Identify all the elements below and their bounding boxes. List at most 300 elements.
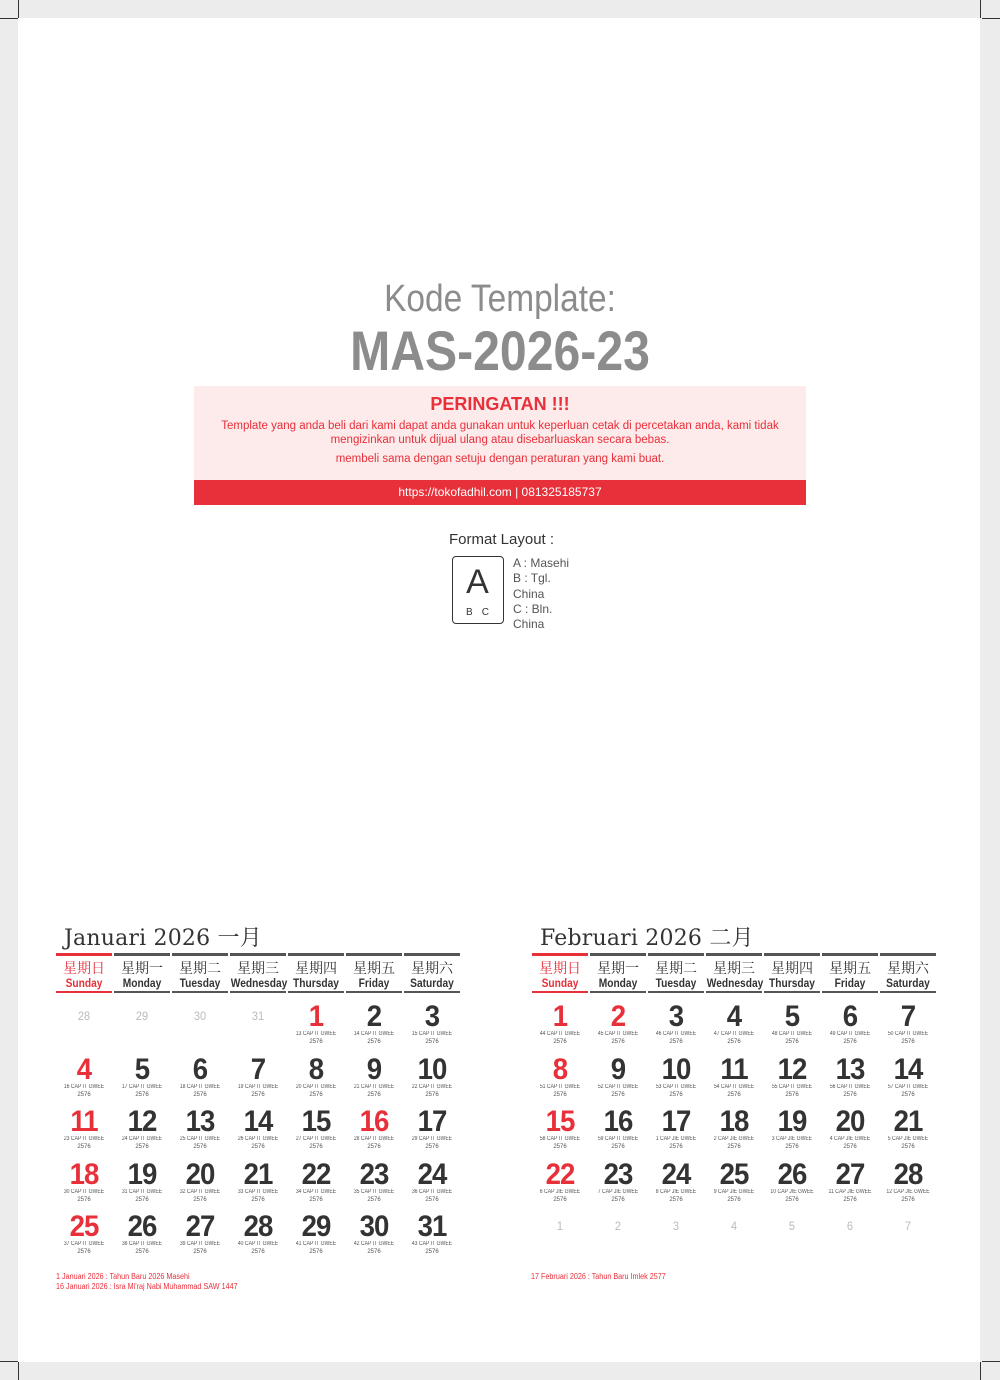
- day-number: 7: [904, 1219, 912, 1233]
- calendar-day: [763, 1053, 821, 1105]
- day-number: 15: [301, 1105, 331, 1138]
- calendar-day: [531, 1158, 589, 1210]
- day-number: 25: [69, 1210, 99, 1243]
- lunar-date: 31 CAP IT GWEE: [121, 1189, 163, 1195]
- calendar-day: [589, 1053, 647, 1105]
- format-legend-item: C : Bln.: [513, 601, 553, 616]
- warning-agreement: membeli sama dengan setuju dengan peraturan yang kami buat.: [335, 453, 665, 465]
- lunar-date: 49 CAP IT GWEE: [829, 1031, 871, 1037]
- day-number: 2: [610, 1000, 626, 1033]
- calendar-day: [821, 1158, 879, 1210]
- header-rule: [346, 991, 402, 993]
- day-number: 28: [77, 1009, 91, 1023]
- day-number: 8: [308, 1053, 324, 1086]
- month-februari: [532, 918, 944, 1298]
- lunar-year: 2576: [843, 1144, 857, 1150]
- day-number: 25: [719, 1158, 749, 1191]
- lunar-date: 22 CAP IT GWEE: [411, 1084, 453, 1090]
- lunar-year: 2576: [251, 1092, 265, 1098]
- format-layout-legend: [513, 556, 583, 632]
- day-number: 4: [726, 1000, 742, 1033]
- lunar-date: 25 CAP IT GWEE: [179, 1136, 221, 1142]
- header-rule: [114, 953, 170, 956]
- lunar-date: 8 CAP JIE GWEE: [655, 1189, 697, 1195]
- day-number: 3: [668, 1000, 684, 1033]
- lunar-year: 2576: [77, 1249, 91, 1255]
- calendar-day: [113, 1105, 171, 1157]
- lunar-date: 52 CAP IT GWEE: [597, 1084, 639, 1090]
- day-number: 16: [359, 1105, 389, 1138]
- lunar-date: 41 CAP IT GWEE: [295, 1241, 337, 1247]
- adjacent-month-day: [113, 1000, 171, 1052]
- weekday-header: [822, 953, 878, 993]
- weekday-cn: 星期四: [295, 961, 337, 977]
- lunar-year: 2576: [193, 1249, 207, 1255]
- lunar-date: 10 CAP JIE GWEE: [770, 1189, 814, 1195]
- lunar-year: 2576: [669, 1144, 683, 1150]
- header-rule: [288, 991, 344, 993]
- lunar-year: 2576: [553, 1092, 567, 1098]
- calendar-day: [531, 1053, 589, 1105]
- format-layout-sub: BC: [466, 607, 498, 618]
- lunar-year: 2576: [843, 1092, 857, 1098]
- header-rule: [230, 953, 286, 956]
- lunar-year: 2576: [135, 1197, 149, 1203]
- calendar-day: [171, 1105, 229, 1157]
- header-rule: [706, 991, 762, 993]
- lunar-date: 57 CAP IT GWEE: [887, 1084, 929, 1090]
- day-number: 10: [417, 1053, 447, 1086]
- day-number: 19: [777, 1105, 807, 1138]
- lunar-year: 2576: [77, 1092, 91, 1098]
- lunar-date: 56 CAP IT GWEE: [829, 1084, 871, 1090]
- adjacent-month-day: [171, 1000, 229, 1052]
- lunar-year: 2576: [367, 1197, 381, 1203]
- calendar-day: [55, 1158, 113, 1210]
- calendar-day: [287, 1105, 345, 1157]
- weekday-en: Thursday: [769, 976, 815, 990]
- month-name-cn: 二月: [709, 926, 754, 951]
- lunar-date: 35 CAP IT GWEE: [353, 1189, 395, 1195]
- calendar-day: [531, 1105, 589, 1157]
- weekday-en: Friday: [358, 976, 390, 990]
- format-legend-item: B : Tgl.: [513, 571, 551, 586]
- calendar-day: [589, 1105, 647, 1157]
- day-number: 15: [545, 1105, 575, 1138]
- lunar-date: 38 CAP IT GWEE: [121, 1241, 163, 1247]
- calendar-day: [55, 1105, 113, 1157]
- calendar-day: [589, 1000, 647, 1052]
- day-number: 21: [243, 1158, 273, 1191]
- warning-text: Template yang anda beli dari kami dapat anda gunakan untuk keperluan cetak di percetakan anda, kami tidak mengizinkan untuk dijual ulang atau disebarluaskan secara bebas.: [221, 420, 779, 446]
- day-number: 22: [301, 1158, 331, 1191]
- calendar-day: [763, 1000, 821, 1052]
- lunar-date: 29 CAP IT GWEE: [411, 1136, 453, 1142]
- calendar-day: [171, 1210, 229, 1262]
- day-number: 8: [552, 1053, 568, 1086]
- weekday-en: Saturday: [410, 976, 454, 990]
- weekday-cn: 星期六: [411, 961, 453, 977]
- lunar-year: 2576: [367, 1039, 381, 1045]
- day-number: 13: [185, 1105, 215, 1138]
- calendar-day: [345, 1158, 403, 1210]
- lunar-year: 2576: [135, 1249, 149, 1255]
- header-rule: [56, 991, 112, 993]
- lunar-date: 5 CAP JIE GWEE: [887, 1136, 929, 1142]
- day-number: 17: [661, 1105, 691, 1138]
- day-number: 4: [730, 1219, 738, 1233]
- day-number: 14: [893, 1053, 923, 1086]
- lunar-year: 2576: [901, 1039, 915, 1045]
- lunar-year: 2576: [843, 1197, 857, 1203]
- day-number: 12: [127, 1105, 157, 1138]
- day-number: 1: [556, 1219, 564, 1233]
- contact-bar: https://tokofadhil.com | 081325185737: [194, 480, 806, 505]
- lunar-year: 2576: [669, 1092, 683, 1098]
- lunar-year: 2576: [843, 1039, 857, 1045]
- day-number: 24: [661, 1158, 691, 1191]
- header-rule: [172, 953, 228, 956]
- lunar-year: 2576: [553, 1144, 567, 1150]
- day-number: 30: [359, 1210, 389, 1243]
- template-code-label: Kode Template:: [384, 278, 616, 320]
- weekday-cn: 星期一: [121, 961, 163, 977]
- day-number: 19: [127, 1158, 157, 1191]
- weekday-header: [764, 953, 820, 993]
- lunar-date: 26 CAP IT GWEE: [237, 1136, 279, 1142]
- weekday-cn: 星期二: [179, 961, 221, 977]
- lunar-year: 2576: [77, 1197, 91, 1203]
- header-rule: [346, 953, 402, 956]
- lunar-date: 19 CAP IT GWEE: [237, 1084, 279, 1090]
- day-number: 12: [777, 1053, 807, 1086]
- header-rule: [172, 991, 228, 993]
- day-number: 6: [192, 1053, 208, 1086]
- lunar-year: 2576: [785, 1092, 799, 1098]
- lunar-date: 51 CAP IT GWEE: [539, 1084, 581, 1090]
- adjacent-month-day: [531, 1210, 589, 1262]
- calendar-day: [287, 1210, 345, 1262]
- month-januari: [56, 918, 468, 1298]
- weekday-en: Wednesday: [706, 976, 764, 990]
- lunar-date: 32 CAP IT GWEE: [179, 1189, 221, 1195]
- month-name: Februari 2026: [540, 926, 703, 951]
- adjacent-month-day: [879, 1210, 937, 1262]
- holiday-note: 17 Februari 2026 : Tahun Baru Imlek 2577: [531, 1272, 666, 1281]
- day-number: 13: [835, 1053, 865, 1086]
- day-number: 28: [243, 1210, 273, 1243]
- day-number: 24: [417, 1158, 447, 1191]
- day-number: 18: [719, 1105, 749, 1138]
- adjacent-month-day: [705, 1210, 763, 1262]
- weekday-header: [880, 953, 936, 993]
- day-number: 18: [69, 1158, 99, 1191]
- crop-mark: [980, 1362, 981, 1380]
- weekday-en: Sunday: [65, 976, 103, 990]
- weekday-cn: 星期五: [353, 961, 395, 977]
- format-layout-diagram: [452, 556, 504, 624]
- lunar-date: 16 CAP IT GWEE: [63, 1084, 105, 1090]
- lunar-date: 21 CAP IT GWEE: [353, 1084, 395, 1090]
- holiday-note: 16 Januari 2026 : Isra Mi'raj Nabi Muhammad SAW 1447: [56, 1282, 238, 1291]
- header-rule: [880, 953, 936, 956]
- calendar-day: [345, 1210, 403, 1262]
- weekday-cn: 星期四: [771, 961, 813, 977]
- weekday-header: [288, 953, 344, 993]
- day-number: 7: [250, 1053, 266, 1086]
- lunar-date: 42 CAP IT GWEE: [353, 1241, 395, 1247]
- day-number: 16: [603, 1105, 633, 1138]
- lunar-year: 2576: [309, 1144, 323, 1150]
- lunar-date: 37 CAP IT GWEE: [63, 1241, 105, 1247]
- header-rule: [648, 991, 704, 993]
- month-title: [64, 921, 262, 952]
- calendar-day: [171, 1053, 229, 1105]
- lunar-date: 45 CAP IT GWEE: [597, 1031, 639, 1037]
- calendar-day: [113, 1053, 171, 1105]
- weekday-header: [230, 953, 286, 993]
- lunar-year: 2576: [425, 1197, 439, 1203]
- template-code-value: MAS-2026-23: [350, 319, 650, 382]
- lunar-year: 2576: [901, 1092, 915, 1098]
- weekday-header: [648, 953, 704, 993]
- day-number: 23: [359, 1158, 389, 1191]
- lunar-year: 2576: [669, 1039, 683, 1045]
- header-rule: [590, 991, 646, 993]
- lunar-year: 2576: [611, 1144, 625, 1150]
- calendar-day: [647, 1158, 705, 1210]
- day-number: 11: [70, 1105, 98, 1138]
- weekday-header: [56, 953, 112, 993]
- lunar-date: 11 CAP JIE GWEE: [828, 1189, 872, 1195]
- calendar-day: [705, 1000, 763, 1052]
- calendar-day: [879, 1105, 937, 1157]
- weekday-header: [706, 953, 762, 993]
- calendar-day: [879, 1158, 937, 1210]
- header-rule: [404, 991, 460, 993]
- crop-mark: [18, 1362, 19, 1380]
- format-legend-item: A : Masehi: [513, 556, 570, 570]
- day-number: 29: [135, 1009, 149, 1023]
- day-number: 2: [366, 1000, 382, 1033]
- calendar-day: [287, 1053, 345, 1105]
- day-number: 3: [424, 1000, 440, 1033]
- calendar-day: [345, 1000, 403, 1052]
- weekday-header: [532, 953, 588, 993]
- lunar-year: 2576: [193, 1144, 207, 1150]
- weekday-cn: 星期二: [655, 961, 697, 977]
- lunar-date: 18 CAP IT GWEE: [179, 1084, 221, 1090]
- weekday-header: [114, 953, 170, 993]
- month-name: Januari 2026: [64, 926, 211, 951]
- day-number: 5: [788, 1219, 796, 1233]
- lunar-date: 55 CAP IT GWEE: [771, 1084, 813, 1090]
- weekday-en: Wednesday: [230, 976, 288, 990]
- day-number: 11: [720, 1053, 748, 1086]
- lunar-date: 24 CAP IT GWEE: [121, 1136, 163, 1142]
- day-number: 17: [417, 1105, 447, 1138]
- header-rule: [764, 991, 820, 993]
- lunar-year: 2576: [77, 1144, 91, 1150]
- lunar-year: 2576: [367, 1092, 381, 1098]
- adjacent-month-day: [55, 1000, 113, 1052]
- lunar-year: 2576: [251, 1144, 265, 1150]
- lunar-date: 27 CAP IT GWEE: [295, 1136, 337, 1142]
- adjacent-month-day: [821, 1210, 879, 1262]
- lunar-date: 44 CAP IT GWEE: [539, 1031, 581, 1037]
- weekday-cn: 星期三: [713, 961, 755, 977]
- lunar-year: 2576: [611, 1039, 625, 1045]
- lunar-year: 2576: [727, 1197, 741, 1203]
- calendar-day: [705, 1105, 763, 1157]
- lunar-year: 2576: [553, 1197, 567, 1203]
- crop-mark: [980, 0, 981, 18]
- calendar-day: [287, 1158, 345, 1210]
- lunar-year: 2576: [727, 1092, 741, 1098]
- format-layout-title: Format Layout :: [449, 531, 555, 548]
- calendar-day: [647, 1000, 705, 1052]
- calendar-day: [403, 1000, 461, 1052]
- lunar-date: 58 CAP IT GWEE: [539, 1136, 581, 1142]
- header-rule: [822, 991, 878, 993]
- lunar-date: 43 CAP IT GWEE: [411, 1241, 453, 1247]
- weekday-cn: 星期一: [597, 961, 639, 977]
- lunar-date: 15 CAP IT GWEE: [411, 1031, 453, 1037]
- lunar-date: 13 CAP IT GWEE: [295, 1031, 337, 1037]
- holiday-note: 1 Januari 2026 : Tahun Baru 2026 Masehi: [56, 1272, 190, 1281]
- day-number: 6: [842, 1000, 858, 1033]
- lunar-date: 9 CAP JIE GWEE: [713, 1189, 755, 1195]
- weekday-cn: 星期三: [237, 961, 279, 977]
- lunar-date: 33 CAP IT GWEE: [237, 1189, 279, 1195]
- lunar-year: 2576: [785, 1197, 799, 1203]
- header-rule: [114, 991, 170, 993]
- lunar-date: 6 CAP JIE GWEE: [539, 1189, 581, 1195]
- day-number: 27: [185, 1210, 215, 1243]
- lunar-year: 2576: [901, 1144, 915, 1150]
- lunar-date: 47 CAP IT GWEE: [713, 1031, 755, 1037]
- calendar-day: [705, 1158, 763, 1210]
- lunar-date: 1 CAP JIE GWEE: [655, 1136, 697, 1142]
- lunar-year: 2576: [251, 1197, 265, 1203]
- calendar-day: [229, 1210, 287, 1262]
- calendar-day: [113, 1210, 171, 1262]
- header-rule: [532, 991, 588, 993]
- lunar-year: 2576: [193, 1092, 207, 1098]
- lunar-date: 17 CAP IT GWEE: [121, 1084, 163, 1090]
- weekday-header: [346, 953, 402, 993]
- weekday-header: [404, 953, 460, 993]
- lunar-date: 20 CAP IT GWEE: [295, 1084, 337, 1090]
- calendar-day: [55, 1210, 113, 1262]
- day-number: 3: [672, 1219, 680, 1233]
- lunar-date: 28 CAP IT GWEE: [353, 1136, 395, 1142]
- crop-mark: [982, 1361, 1000, 1362]
- lunar-year: 2576: [785, 1144, 799, 1150]
- day-number: 5: [784, 1000, 800, 1033]
- day-number: 27: [835, 1158, 865, 1191]
- day-number: 10: [661, 1053, 691, 1086]
- weekday-en: Tuesday: [179, 976, 221, 990]
- calendar-day: [821, 1053, 879, 1105]
- lunar-date: 46 CAP IT GWEE: [655, 1031, 697, 1037]
- day-number: 4: [76, 1053, 92, 1086]
- calendar-day: [647, 1105, 705, 1157]
- day-number: 5: [134, 1053, 150, 1086]
- adjacent-month-day: [589, 1210, 647, 1262]
- calendar-day: [403, 1210, 461, 1262]
- header-rule: [590, 953, 646, 956]
- crop-mark: [0, 1361, 18, 1362]
- lunar-year: 2576: [367, 1144, 381, 1150]
- weekday-en: Monday: [598, 976, 638, 990]
- lunar-year: 2576: [135, 1144, 149, 1150]
- day-number: 7: [900, 1000, 916, 1033]
- lunar-date: 39 CAP IT GWEE: [179, 1241, 221, 1247]
- calendar-day: [879, 1000, 937, 1052]
- header-rule: [230, 991, 286, 993]
- day-number: 6: [846, 1219, 854, 1233]
- day-number: 30: [193, 1009, 207, 1023]
- lunar-year: 2576: [553, 1039, 567, 1045]
- weekday-cn: 星期五: [829, 961, 871, 977]
- weekday-en: Friday: [834, 976, 866, 990]
- weekday-en: Monday: [122, 976, 162, 990]
- calendar-day: [763, 1158, 821, 1210]
- calendar-day: [403, 1158, 461, 1210]
- day-number: 23: [603, 1158, 633, 1191]
- day-number: 26: [777, 1158, 807, 1191]
- lunar-year: 2576: [611, 1197, 625, 1203]
- weekday-cn: 星期日: [63, 961, 105, 977]
- lunar-date: 48 CAP IT GWEE: [771, 1031, 813, 1037]
- format-layout-main: A: [466, 563, 489, 601]
- lunar-year: 2576: [901, 1197, 915, 1203]
- header-rule: [56, 953, 112, 956]
- warning-box: [194, 386, 806, 505]
- lunar-date: 4 CAP JIE GWEE: [829, 1136, 871, 1142]
- lunar-date: 54 CAP IT GWEE: [713, 1084, 755, 1090]
- calendar-day: [345, 1053, 403, 1105]
- calendar-day: [345, 1105, 403, 1157]
- lunar-date: 59 CAP IT GWEE: [597, 1136, 639, 1142]
- header-rule: [706, 953, 762, 956]
- warning-title: PERINGATAN !!!: [430, 394, 570, 414]
- day-number: 31: [251, 1009, 265, 1023]
- lunar-year: 2576: [611, 1092, 625, 1098]
- lunar-date: 7 CAP JIE GWEE: [597, 1189, 639, 1195]
- lunar-date: 14 CAP IT GWEE: [353, 1031, 395, 1037]
- weekday-en: Tuesday: [655, 976, 697, 990]
- lunar-year: 2576: [669, 1197, 683, 1203]
- day-number: 1: [308, 1000, 324, 1033]
- day-number: 29: [301, 1210, 331, 1243]
- lunar-year: 2576: [367, 1249, 381, 1255]
- lunar-year: 2576: [251, 1249, 265, 1255]
- day-number: 2: [614, 1219, 622, 1233]
- day-number: 26: [127, 1210, 157, 1243]
- calendar-day: [229, 1158, 287, 1210]
- month-title: [540, 921, 754, 952]
- lunar-year: 2576: [309, 1197, 323, 1203]
- adjacent-month-day: [647, 1210, 705, 1262]
- day-number: 9: [610, 1053, 626, 1086]
- lunar-date: 2 CAP JIE GWEE: [713, 1136, 755, 1142]
- lunar-year: 2576: [309, 1039, 323, 1045]
- lunar-date: 30 CAP IT GWEE: [63, 1189, 105, 1195]
- day-number: 1: [552, 1000, 568, 1033]
- header-rule: [288, 953, 344, 956]
